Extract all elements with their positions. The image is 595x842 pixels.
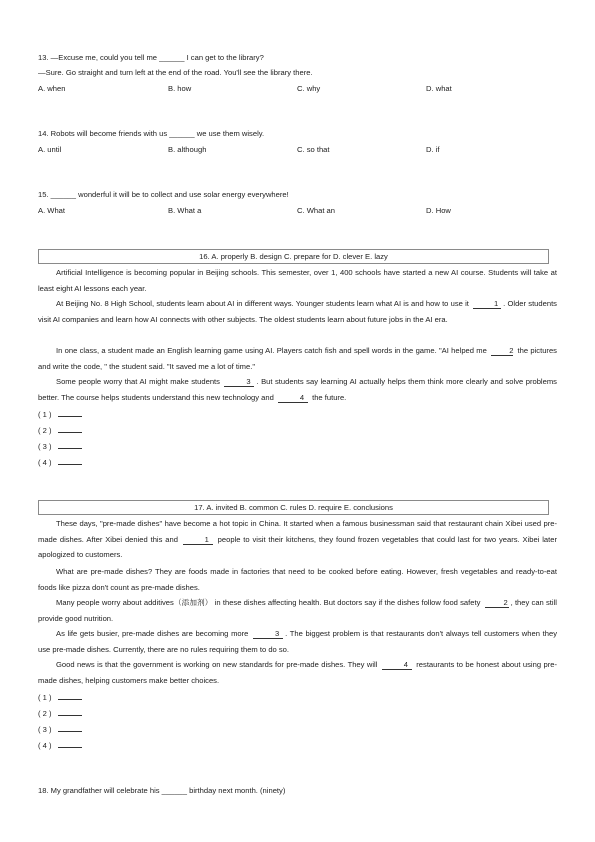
- q15-option-b[interactable]: B. What a: [168, 206, 202, 215]
- q16-paragraph-1-text: Artificial Intelligence is becoming popular in Beijing schools. This semester, over 1, 400 schools have started a new AI course. Students will take at least eight AI lessons each year.: [38, 268, 557, 293]
- q17-paragraph-5-text-b: restaurants to be honest about using pre-made dishes, helping customers make better choices.: [38, 660, 557, 685]
- q16-paragraph-2: [38, 296, 557, 327]
- q13-option-c[interactable]: C. why: [297, 84, 321, 93]
- q14-option-c[interactable]: C. so that: [297, 145, 330, 154]
- q17-blank-2: 2: [485, 598, 509, 608]
- q13-dialogue-reply: —Sure. Go straight and turn left at the end of the road. You'll see the library there.: [38, 68, 313, 77]
- q14-stem: 14. Robots will become friends with us ______ we use them wisely.: [38, 129, 265, 138]
- q17-answer-3-line[interactable]: [58, 724, 82, 732]
- q16-answer-2-line[interactable]: [58, 425, 82, 433]
- q14-option-b[interactable]: B. although: [168, 145, 207, 154]
- q17-paragraph-3: [38, 595, 557, 626]
- q18-stem: 18. My grandfather will celebrate his ______ birthday next month. (ninety): [38, 786, 286, 795]
- q17-answer-1-label: ( 1 ): [38, 693, 52, 702]
- q17-answer-4[interactable]: [38, 740, 82, 750]
- q14-option-d[interactable]: D. if: [426, 145, 440, 154]
- q16-paragraph-1: [38, 265, 557, 296]
- q16-answer-3[interactable]: [38, 441, 82, 451]
- q16-blank-2: 2: [491, 346, 513, 356]
- q17-paragraph-5: [38, 657, 557, 688]
- q17-answer-2-line[interactable]: [58, 708, 82, 716]
- q16-answer-3-line[interactable]: [58, 441, 82, 449]
- q16-answer-4[interactable]: [38, 457, 82, 467]
- q17-paragraph-1-text-b: people to visit their kitchens, they found frozen vegetables that could last for two years. Xibei later apologized to customers.: [38, 534, 557, 560]
- q17-answer-3[interactable]: [38, 724, 82, 734]
- q16-blank-4: 4: [278, 393, 308, 403]
- q13-stem: 13. —Excuse me, could you tell me ______ I can get to the library?: [38, 53, 264, 62]
- q17-paragraph-5-text-a: Good news is that the government is working on new standards for pre-made dishes. They will: [56, 660, 378, 669]
- q16-answer-2[interactable]: [38, 425, 82, 435]
- q16-paragraph-4-text-b: . But students say learning AI actually helps them think more clearly and solve problems better. The course helps students understand this new technology and: [38, 377, 557, 402]
- q16-answer-4-line[interactable]: [58, 457, 82, 465]
- q16-paragraph-2-text-b: . Older students visit AI companies and learn how AI connects with other subjects. The oldest students learn about future jobs in the AI era.: [38, 299, 557, 324]
- q17-paragraph-3-text-b: , they can still provide good nutrition.: [38, 598, 557, 623]
- q17-blank-1: 1: [183, 535, 213, 545]
- q16-answer-2-label: ( 2 ): [38, 426, 52, 435]
- q16-paragraph-4-text-a: Some people worry that AI might make students: [56, 377, 220, 386]
- q16-answer-1-label: ( 1 ): [38, 410, 52, 419]
- q13-option-d[interactable]: D. what: [426, 84, 452, 93]
- q17-answer-4-label: ( 4 ): [38, 741, 52, 750]
- q17-paragraph-1-text-a: These days, "pre-made dishes" have become a hot topic in China. It started when a famous businessman said that restaurant chain Xibei used pre-made dishes. After Xibei denied this and: [38, 519, 557, 544]
- q16-paragraph-3: [38, 343, 557, 374]
- q16-paragraph-4: [38, 374, 557, 405]
- q16-paragraph-3-text-a: In one class, a student made an English learning game using AI. Players catch fish and spell words in the game. "AI helped me: [56, 346, 487, 355]
- q17-paragraph-4: [38, 626, 557, 657]
- q17-paragraph-2-text: What are pre-made dishes? They are foods made in factories that need to be cooked before eating. However, fresh vegetables and ready-to-eat foods like pizza don't count as pre-made dishes.: [38, 567, 557, 592]
- q17-paragraph-2: [38, 564, 557, 595]
- q16-paragraph-2-text-a: At Beijing No. 8 High School, students learn about AI in different ways. Younger students learn what AI is and how to use it: [56, 299, 469, 308]
- q17-paragraph-3-text-a: Many people worry about additives（添加剂） in these dishes affecting health. But doctors say if the dishes follow food safety: [56, 598, 481, 607]
- q17-answer-2[interactable]: [38, 708, 82, 718]
- q16-answer-3-label: ( 3 ): [38, 442, 52, 451]
- q17-answer-1[interactable]: [38, 692, 82, 702]
- q17-answer-2-label: ( 2 ): [38, 709, 52, 718]
- q17-answer-3-label: ( 3 ): [38, 725, 52, 734]
- q17-paragraph-4-text-a: As life gets busier, pre-made dishes are becoming more: [56, 629, 249, 638]
- q16-paragraph-3-text-b: the pictures and write the code, " the student said. "It saved me a lot of time.": [38, 346, 557, 371]
- q16-answer-1[interactable]: [38, 409, 82, 419]
- q13-option-a[interactable]: A. when: [38, 84, 66, 93]
- q17-paragraph-1: [38, 516, 557, 563]
- q14-option-a[interactable]: A. until: [38, 145, 62, 154]
- q17-blank-4: 4: [382, 660, 412, 670]
- q17-paragraph-4-text-b: . The biggest problem is that restaurants don't always tell customers when they use pre-made dishes. Currently, there are no rules requiring them to do so.: [38, 629, 557, 654]
- q16-blank-3: 3: [224, 377, 254, 387]
- q15-option-a[interactable]: A. What: [38, 206, 66, 215]
- q17-word-bank: 17. A. invited B. common C. rules D. require E. conclusions: [38, 500, 549, 515]
- q15-option-d[interactable]: D. How: [426, 206, 451, 215]
- q16-word-bank: 16. A. properly B. design C. prepare for D. clever E. lazy: [38, 249, 549, 264]
- q16-blank-1: 1: [473, 299, 501, 309]
- q17-blank-3: 3: [253, 629, 283, 639]
- q15-stem: 15. ______ wonderful it will be to collect and use solar energy everywhere!: [38, 190, 289, 199]
- q16-paragraph-4-text-c: the future.: [312, 392, 347, 402]
- q17-answer-4-line[interactable]: [58, 740, 82, 748]
- q13-option-b[interactable]: B. how: [168, 84, 192, 93]
- q17-answer-1-line[interactable]: [58, 692, 82, 700]
- q15-option-c[interactable]: C. What an: [297, 206, 335, 215]
- q16-answer-1-line[interactable]: [58, 409, 82, 417]
- q16-answer-4-label: ( 4 ): [38, 458, 52, 467]
